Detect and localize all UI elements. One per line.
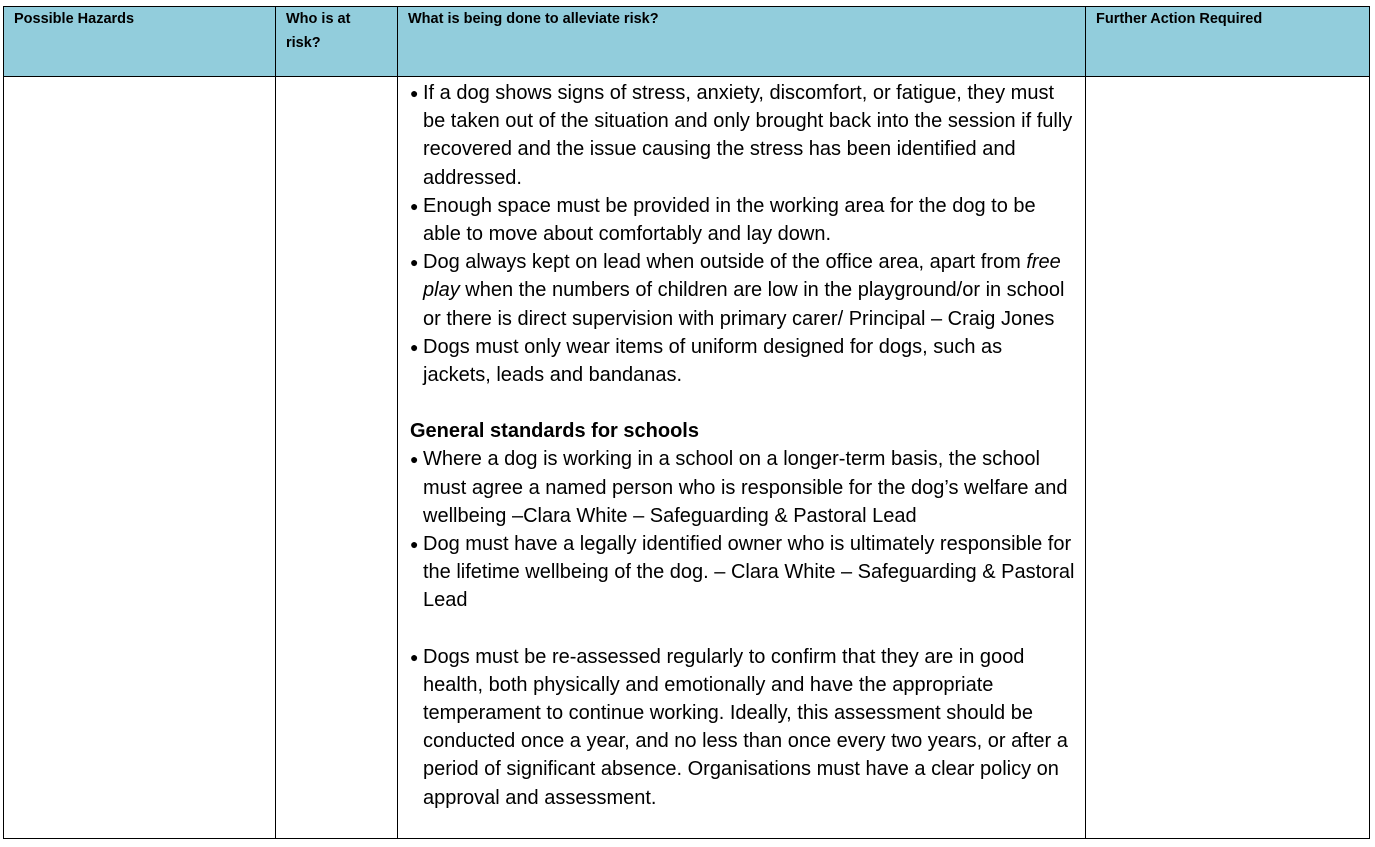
header-row	[4, 7, 1370, 77]
list-item	[410, 445, 1075, 530]
bullet-icon: ●	[410, 648, 419, 665]
bullet-icon: ●	[410, 451, 419, 468]
header-possible-hazards: Possible Hazards	[4, 7, 276, 77]
spacer	[410, 615, 1075, 643]
list-item-text: Dog must have a legally identified owner who is ultimately responsible for the lifetime wellbeing of the dog. – Clara White – Safeguarding & Pastoral Lead	[423, 533, 1075, 612]
free-play-italic: free play	[423, 251, 1061, 302]
alleviate-risk-cell	[398, 77, 1086, 839]
bullet-icon: ●	[410, 254, 419, 271]
table-row	[4, 77, 1370, 839]
lead-text-after: when the numbers of children are low in the playground/or in school or there is direct supervision with primary carer/ Principal – Craig Jones	[423, 279, 1065, 330]
bullet-icon: ●	[410, 85, 419, 101]
header-further-action: Further Action Required	[1086, 7, 1370, 77]
list-item	[410, 333, 1075, 389]
section-title: General standards for schools	[410, 420, 699, 443]
actions-content	[410, 79, 1075, 812]
list-item-text: Dogs must only wear items of uniform designed for dogs, such as jackets, leads and bandanas.	[423, 335, 1003, 387]
bullet-icon: ●	[410, 338, 419, 355]
risk-assessment-table	[3, 6, 1370, 839]
who-at-risk-cell	[276, 77, 398, 839]
list-item	[410, 79, 1075, 192]
bullet-icon: ●	[410, 197, 419, 214]
list-item	[410, 192, 1075, 248]
list-item-text	[423, 248, 1075, 333]
list-item-text: If a dog shows signs of stress, anxiety, discomfort, or fatigue, they must be taken out of the situation and only brought back into the session if fully recovered and the issue causing the stress has been identified and addressed.	[423, 82, 1073, 189]
further-action-cell	[1086, 77, 1370, 839]
bullet-icon: ●	[410, 536, 419, 553]
list-item-text: Dogs must be re-assessed regularly to confirm that they are in good health, both physically and emotionally and have the appropriate temperament to continue working. Ideally, this assessment should be conducted once a year, and no less than once every two years, or after a period of significant absence. Organisations must have a clear policy on approval and assessment.	[423, 645, 1068, 809]
list-item	[410, 248, 1075, 333]
list-item-text: Where a dog is working in a school on a longer-term basis, the school must agree a named person who is responsible for the dog’s welfare and wellbeing –Clara White – Safeguarding & Pastoral Lead	[423, 448, 1068, 527]
header-alleviate-risk: What is being done to alleviate risk?	[398, 7, 1086, 77]
list-item	[410, 643, 1075, 812]
lead-text-before: Dog always kept on lead when outside of the office area, apart from	[423, 251, 1027, 274]
header-who-is-at-risk: Who is at risk?	[276, 7, 398, 77]
list-item	[410, 530, 1075, 615]
spacer	[410, 389, 1075, 417]
list-item-text: Enough space must be provided in the working area for the dog to be able to move about comfortably and lay down.	[423, 194, 1036, 246]
hazards-cell	[4, 77, 276, 839]
